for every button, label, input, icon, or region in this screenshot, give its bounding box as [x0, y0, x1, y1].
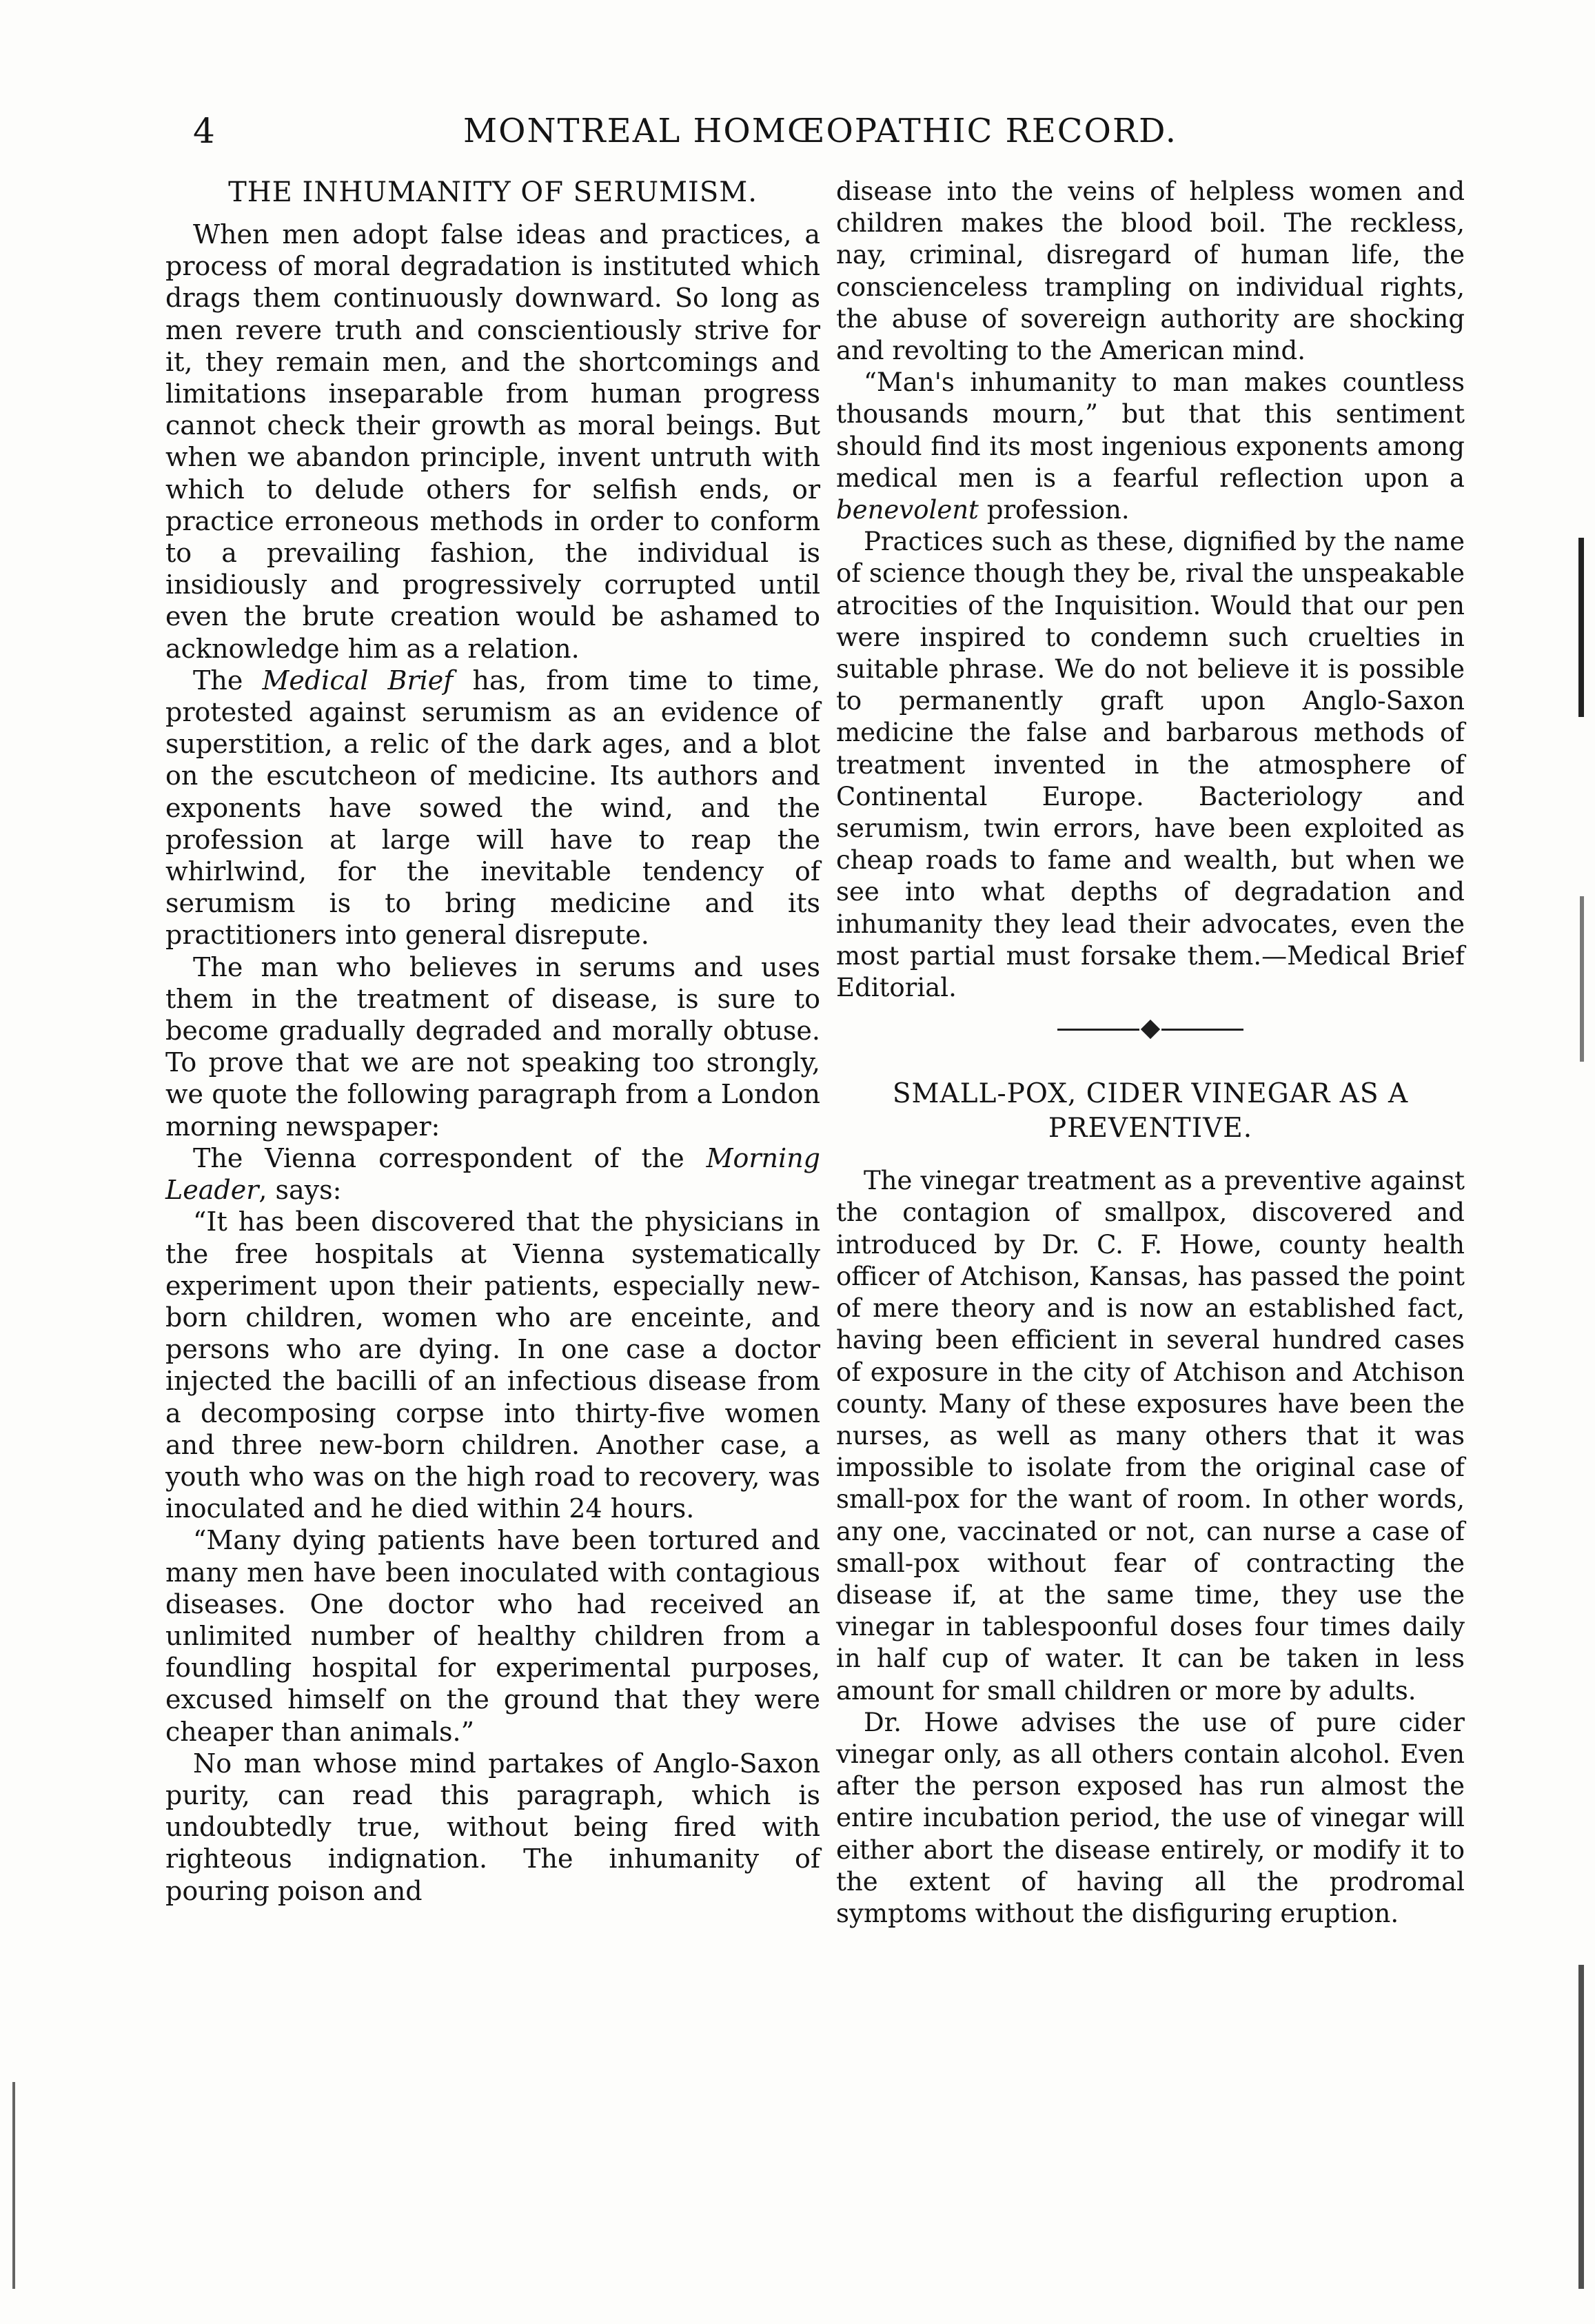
- divider-line: [1057, 1029, 1139, 1031]
- journal-title: MONTREAL HOMŒOPATHIC RECORD.: [463, 112, 1177, 150]
- running-head: [172, 103, 1468, 159]
- emphasis: benevolent: [836, 495, 979, 525]
- article-title-smallpox: SMALL-POX, CIDER VINEGAR AS A PREVENTIVE.: [892, 1078, 1409, 1144]
- left-column: [165, 176, 820, 1907]
- section-divider-ornament: [1057, 1019, 1243, 1040]
- scan-edge-mark: [12, 2082, 15, 2289]
- publication-name: Morning Leader: [165, 1142, 820, 1206]
- scan-edge-mark: [1578, 538, 1584, 717]
- paragraph: Practices such as these, dignified by the name of science though they be, rival the unspeakable atrocities of the Inquisition. Would that our pen were inspired to condemn such cruelties in suitable phrase. We do not believe it is possible to permanently graft upon Anglo-Saxon medicine the false and barbarous methods of treatment invented in the atmosphere of Continental Europe. Bacteriology and serumism, twin errors, have been exploited as cheap roads to fame and wealth, but when we see into what depths of degradation and inhumanity they lead their advocates, even the most partial must forsake them.—Medical Brief Editorial.: [836, 527, 1465, 1003]
- paragraph: No man whose mind partakes of Anglo-Saxon purity, can read this paragraph, which is undoubtedly true, without being fired with righteous indignation. The inhumanity of pouring poison and: [165, 1748, 820, 1906]
- paragraph: “Man's inhumanity to man makes countless thousands mourn,” but that this sentiment should find its most ingenious exponents among medical men is a fearful reflection upon a benevolent profession.: [836, 367, 1465, 525]
- paragraph: The vinegar treatment as a preventive against the contagion of smallpox, discovered and introduced by Dr. C. F. Howe, county health officer of Atchison, Kansas, has passed the point of mere theory and is now an established fact, having been efficient in several hundred cases of exposure in the city of Atchison and Atchison county. Many of these exposures have been the nurses, as well as many others that it was impossible to isolate from the original case of small-pox for the want of room. In other words, any one, vaccinated or not, can nurse a case of small-pox without fear of contracting the disease if, at the same time, they use the vinegar in tablespoonful doses four times daily in half cup of water. It can be taken in less amount for small children or more by adults.: [836, 1166, 1465, 1706]
- quote-paragraph: “Many dying patients have been tortured and many men have been inoculated with contagious diseases. One doctor who had received an unlimited number of healthy children from a foundling hospital for experimental purposes, excused himself on the ground that they were cheaper than animals.”: [165, 1525, 820, 1747]
- paragraph: The Medical Brief has, from time to time, protested against serumism as an evidence of superstition, a relic of the dark ages, and a blot on the escutcheon of medicine. Its authors and exponents have sowed the wind, and the profession at large will have to reap the whirlwind, for the inevitable tendency of serumism is to bring medicine and its practitioners into general disrepute.: [165, 665, 820, 951]
- scan-edge-mark: [1580, 896, 1584, 1062]
- paragraph: When men adopt false ideas and practices, a process of moral degradation is instituted which drags them continuously downward. So long as men revere truth and conscientiously strive for it, they remain men, and the shortcomings and limitations inseparable from human progress cannot check their growth as moral beings. But when we abandon principle, invent untruth with which to delude others for selfish ends, or practice erroneous methods in order to conform to a prevailing fashion, the individual is insidiously and progressively corrupted until even the brute creation would be ashamed to acknowledge him as a relation.: [165, 219, 820, 664]
- right-column: [836, 176, 1465, 1930]
- paragraph: The man who believes in serums and uses them in the treatment of disease, is sure to become gradually degraded and morally obtuse. To prove that we are not speaking too strongly, we quote the following paragraph from a London morning newspaper:: [165, 951, 820, 1142]
- publication-name: Medical Brief: [262, 665, 454, 696]
- quote-paragraph: “It has been discovered that the physicians in the free hospitals at Vienna systematically experiment upon their patients, especially new-born children, women who are enceinte, and persons who are dying. In one case a doctor injected the bacilli of an infectious disease from a decomposing corpse into thirty-five women and three new-born children. Another case, a youth who was on the high road to recovery, was inoculated and he died within 24 hours.: [165, 1206, 820, 1524]
- paragraph-continued: disease into the veins of helpless women and children makes the blood boil. The reckless, nay, criminal, disregard of human life, the conscienceless trampling on individual rights, the abuse of sovereign authority are shocking and revolting to the American mind.: [836, 176, 1465, 366]
- page-number: 4: [193, 111, 215, 151]
- article-title-serumism: THE INHUMANITY OF SERUMISM.: [228, 176, 758, 208]
- paragraph: The Vienna correspondent of the Morning Leader, says:: [165, 1142, 820, 1206]
- scan-edge-mark: [1578, 1965, 1584, 2289]
- diamond-ornament-icon: [1141, 1020, 1160, 1039]
- paragraph: Dr. Howe advises the use of pure cider vinegar only, as all others contain alcohol. Even after the person exposed has run almost the entire incubation period, the use of vinegar will either abort the disease entirely, or modify it to the extent of having all the prodromal symptoms without the disfiguring eruption.: [836, 1707, 1465, 1928]
- divider-line: [1161, 1029, 1243, 1031]
